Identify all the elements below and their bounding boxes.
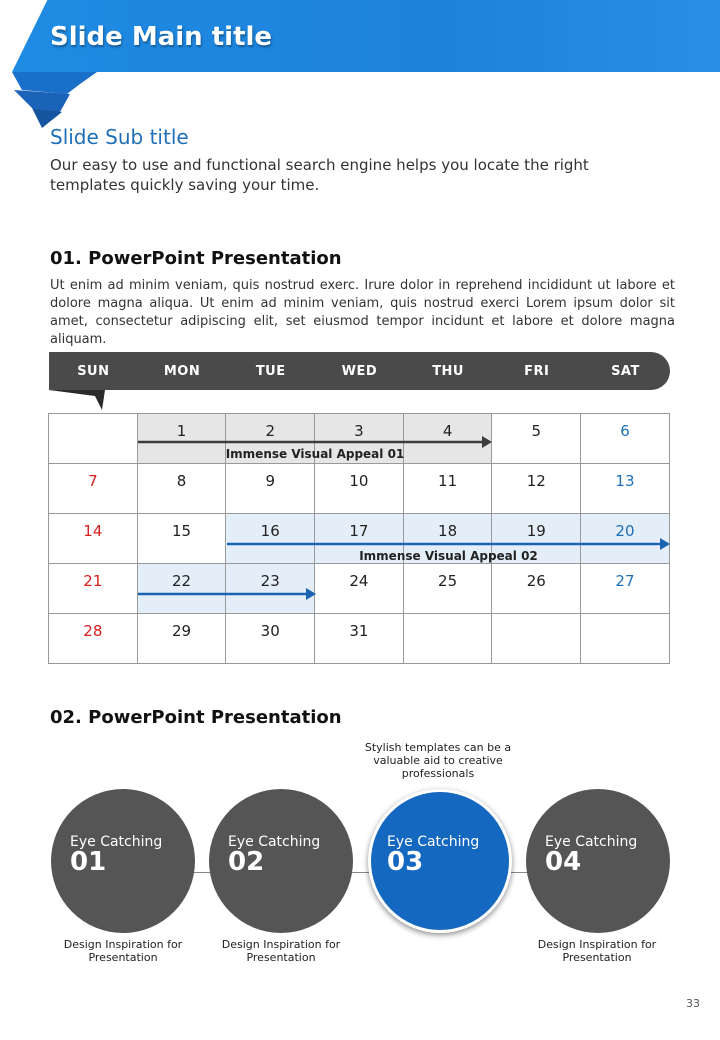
- calendar-day: 9: [226, 464, 315, 514]
- calendar-day: 7: [49, 464, 138, 514]
- calendar-day: 25: [403, 564, 492, 614]
- calendar-day: 26: [492, 564, 581, 614]
- calendar-day: 3: [315, 414, 404, 464]
- step-circle-2: [209, 789, 353, 933]
- step-number: 03: [387, 847, 424, 877]
- weekday-thu: THU: [432, 363, 464, 379]
- weekday-sat: SAT: [611, 363, 640, 379]
- section2-title: 02. PowerPoint Presentation: [50, 707, 342, 728]
- calendar-day: 2: [226, 414, 315, 464]
- step-label: Eye Catching: [387, 834, 480, 850]
- calendar-day: 16: [226, 514, 315, 564]
- sub-title: Slide Sub title: [50, 125, 189, 149]
- weekday-header: [49, 352, 670, 390]
- calendar-day: 27: [581, 564, 670, 614]
- calendar-day: 8: [137, 464, 226, 514]
- calendar-day: [403, 614, 492, 664]
- step-label: Eye Catching: [545, 834, 638, 850]
- calendar-day: 30: [226, 614, 315, 664]
- step-circle-1: [51, 789, 195, 933]
- calendar-day: 10: [315, 464, 404, 514]
- calendar-week: [49, 614, 670, 664]
- calendar-week: [49, 464, 670, 514]
- main-title: Slide Main title: [50, 22, 273, 52]
- calendar-day: [581, 614, 670, 664]
- calendar-day: 23: [226, 564, 315, 614]
- calendar-day: [49, 414, 138, 464]
- calendar-day: 20: [581, 514, 670, 564]
- calendar-day: 11: [403, 464, 492, 514]
- weekday-tue: TUE: [255, 363, 286, 379]
- calendar-day: 29: [137, 614, 226, 664]
- calendar-day: 24: [315, 564, 404, 614]
- section1-title: 01. PowerPoint Presentation: [50, 248, 342, 269]
- calendar-day: 21: [49, 564, 138, 614]
- calendar-day: 22: [137, 564, 226, 614]
- step1-caption: Design Inspiration for Presentation: [63, 938, 183, 964]
- step4-caption: Design Inspiration for Presentation: [537, 938, 657, 964]
- step2-caption: Design Inspiration for Presentation: [221, 938, 341, 964]
- event1-label: Immense Visual Appeal 01: [225, 447, 405, 461]
- page-number: 33: [686, 997, 700, 1010]
- calendar-day: 13: [581, 464, 670, 514]
- weekday-fri: FRI: [524, 363, 550, 379]
- step-label: Eye Catching: [70, 834, 163, 850]
- calendar-day: 28: [49, 614, 138, 664]
- step-number: 02: [228, 847, 265, 877]
- calendar-day: 15: [137, 514, 226, 564]
- calendar-day: 5: [492, 414, 581, 464]
- section1-body: Ut enim ad minim veniam, quis nostrud exerc. Irure dolor in reprehend incididunt ut labore et dolore magna aliqua. Ut enim ad minim veniam, quis nostrud exerci Lorem ipsum dolor sit amet, consectetur adipiscing elit, set eiusmod tempor incidunt et labore et dolore magna aliquam.: [50, 278, 675, 347]
- step-number: 04: [545, 847, 582, 877]
- calendar-day: 4: [403, 414, 492, 464]
- calendar-day: [492, 614, 581, 664]
- calendar-day: 14: [49, 514, 138, 564]
- step3-top-caption: Stylish templates can be a valuable aid to creative professionals: [364, 741, 512, 780]
- calendar-day: 6: [581, 414, 670, 464]
- calendar-week: [49, 564, 670, 614]
- step-number: 01: [70, 847, 107, 877]
- calendar-day: 12: [492, 464, 581, 514]
- step-label: Eye Catching: [228, 834, 321, 850]
- calendar-day: 19: [492, 514, 581, 564]
- event2-label: Immense Visual Appeal 02: [359, 549, 538, 563]
- header-fold-icon: [49, 390, 105, 412]
- calendar-day: 1: [137, 414, 226, 464]
- sub-description: Our easy to use and functional search engine helps you locate the right templates quickly saving your time.: [50, 156, 589, 194]
- weekday-mon: MON: [163, 363, 201, 379]
- weekday-sun: SUN: [77, 363, 110, 379]
- ribbon-fold-icon: [12, 72, 102, 132]
- step-circle-3: [368, 789, 512, 933]
- step-circle-4: [526, 789, 670, 933]
- calendar-day: 17: [315, 514, 404, 564]
- weekday-wed: WED: [341, 363, 378, 379]
- calendar-day: 18: [403, 514, 492, 564]
- calendar-day: 31: [315, 614, 404, 664]
